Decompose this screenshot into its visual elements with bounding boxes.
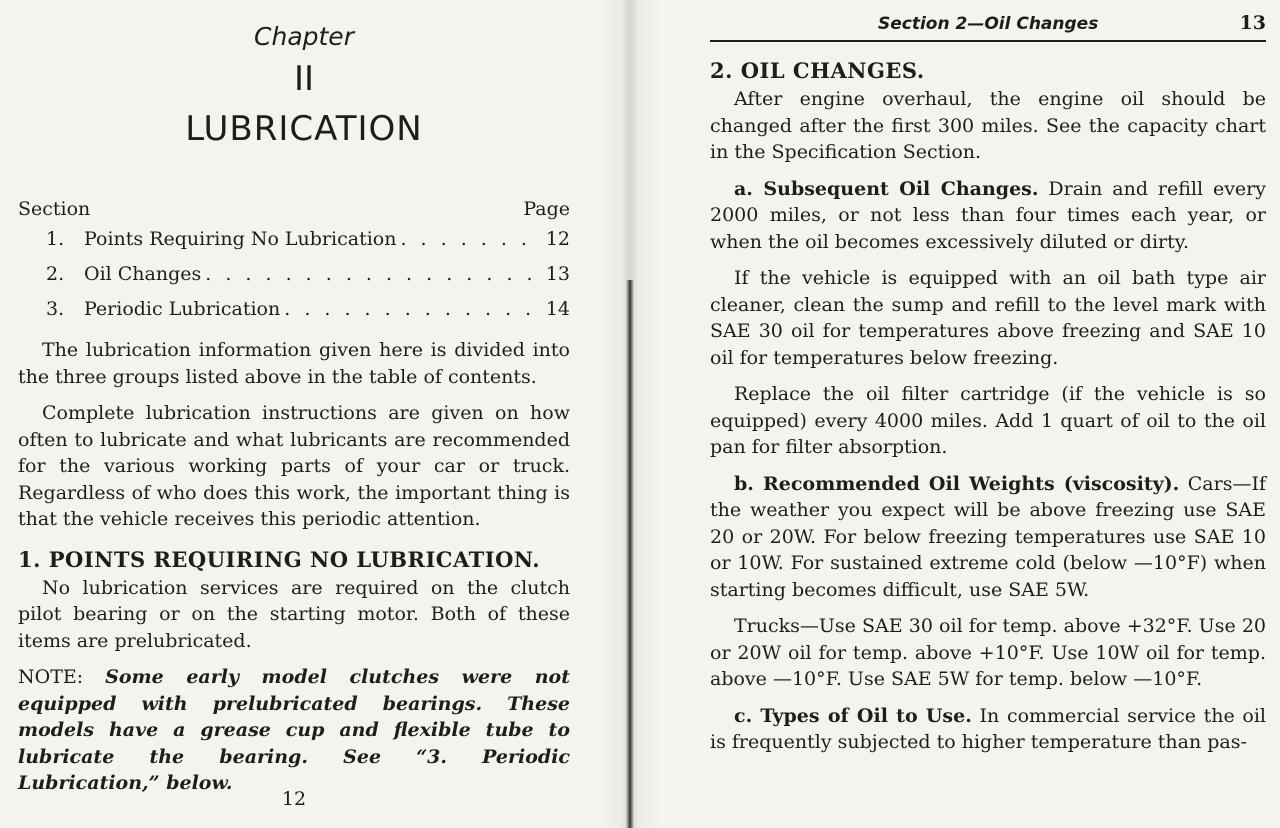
chapter-number: II bbox=[293, 59, 315, 99]
toc-row-number: 1. bbox=[46, 228, 65, 250]
table-of-contents bbox=[18, 196, 570, 327]
toc-row-number: 3. bbox=[46, 298, 65, 320]
right-page bbox=[640, 0, 1280, 828]
left-page-number: 12 bbox=[281, 788, 307, 810]
toc-page-header: Page bbox=[523, 198, 570, 220]
section-2-heading: 2. OIL CHANGES. bbox=[710, 58, 925, 83]
chapter-title: LUBRICATION bbox=[185, 109, 423, 149]
note-text: Some early model clutches were not equipped with prelubricated bearings. These models have a grease cup and flexible tube to lubricate the bearing. See “3. Periodic Lubrication,” below. bbox=[18, 666, 570, 794]
air-cleaner-paragraph: If the vehicle is equipped with an oil bath type air cleaner, clean the sump and refill to the level mark with SAE 30 oil for temperatures above freezing and SAE 10 oil for temperatures below freezing. bbox=[710, 267, 1266, 369]
subsection-c-title: c. Types of Oil to Use. bbox=[734, 704, 972, 727]
subsection-b-title: b. Recommended Oil Weights (viscosity). bbox=[734, 472, 1180, 495]
subsection-a-title: a. Subsequent Oil Changes. bbox=[734, 177, 1039, 200]
toc-header bbox=[18, 196, 570, 222]
chapter-heading bbox=[38, 0, 570, 154]
overhaul-paragraph: After engine overhaul, the engine oil should be changed after the first 300 miles. See the capacity chart in the Specification Section. bbox=[710, 88, 1266, 163]
toc-leader-dots bbox=[396, 222, 540, 257]
trucks-paragraph: Trucks—Use SAE 30 oil for temp. above +32°F. Use 20 or 20W oil for temp. above +10°F. Use 10W oil for temp. above —10°F. Use SAE 5W for temp. below —10°F. bbox=[710, 615, 1266, 690]
section-1-paragraph: No lubrication services are required on the clutch pilot bearing or on the starting motor. Both of these items are prelubricated. bbox=[18, 576, 570, 652]
toc-row bbox=[18, 257, 570, 292]
running-header bbox=[710, 0, 1266, 42]
left-page bbox=[0, 0, 620, 828]
section-1-heading: 1. POINTS REQUIRING NO LUBRICATION. bbox=[18, 546, 541, 572]
oil-filter-paragraph: Replace the oil filter cartridge (if the vehicle is so equipped) every 4000 miles. Add 1 quart of oil to the oil pan for filter absorption. bbox=[710, 383, 1266, 458]
subsection-b-paragraph bbox=[710, 471, 1266, 604]
toc-row-number: 2. bbox=[46, 263, 65, 285]
gutter-shadow bbox=[626, 280, 634, 828]
toc-row bbox=[18, 222, 570, 257]
toc-row-title: Oil Changes bbox=[84, 263, 202, 285]
toc-leader-dots bbox=[280, 292, 540, 327]
subsection-a-paragraph bbox=[710, 176, 1266, 256]
intro-paragraph: The lubrication information given here is divided into the three groups listed above in the table of contents. bbox=[18, 339, 570, 388]
toc-row-title: Periodic Lubrication bbox=[84, 298, 281, 320]
note-label: NOTE: bbox=[18, 666, 84, 688]
toc-row-page: 14 bbox=[545, 298, 570, 320]
toc-row-page: 13 bbox=[545, 263, 570, 285]
toc-leader-dots bbox=[201, 257, 540, 292]
chapter-label: Chapter bbox=[254, 22, 354, 51]
instructions-paragraph: Complete lubrication instructions are given on how often to lubricate and what lubricants are recommended for the various working parts of your car or truck. Regardless of who does this work, the important thing is that the vehicle receives this periodic attention. bbox=[18, 402, 570, 530]
toc-row-page: 12 bbox=[545, 228, 570, 250]
subsection-c-paragraph bbox=[710, 703, 1266, 756]
right-page-number: 13 bbox=[1239, 12, 1266, 34]
toc-section-header: Section bbox=[18, 198, 91, 220]
subsection-a-text: Drain and refill every 2000 miles, or not less than four times each year, or when the oil becomes excessively diluted or dirty. bbox=[710, 177, 1266, 253]
subsection-b-text: Cars—If the weather you expect will be above freezing use SAE 20 or 20W. For below freezing temperatures use SAE 10 or 10W. For sustained extreme cold (below —10°F) when starting becomes difficult, use SAE 5W. bbox=[710, 472, 1266, 601]
subsection-c-text: In commercial service the oil is frequently subjected to higher temperature than pas- bbox=[710, 704, 1267, 753]
toc-row bbox=[18, 292, 570, 327]
running-title: Section 2—Oil Changes bbox=[878, 14, 1099, 34]
toc-row-title: Points Requiring No Lubrication bbox=[84, 228, 397, 250]
note-paragraph bbox=[18, 664, 570, 797]
